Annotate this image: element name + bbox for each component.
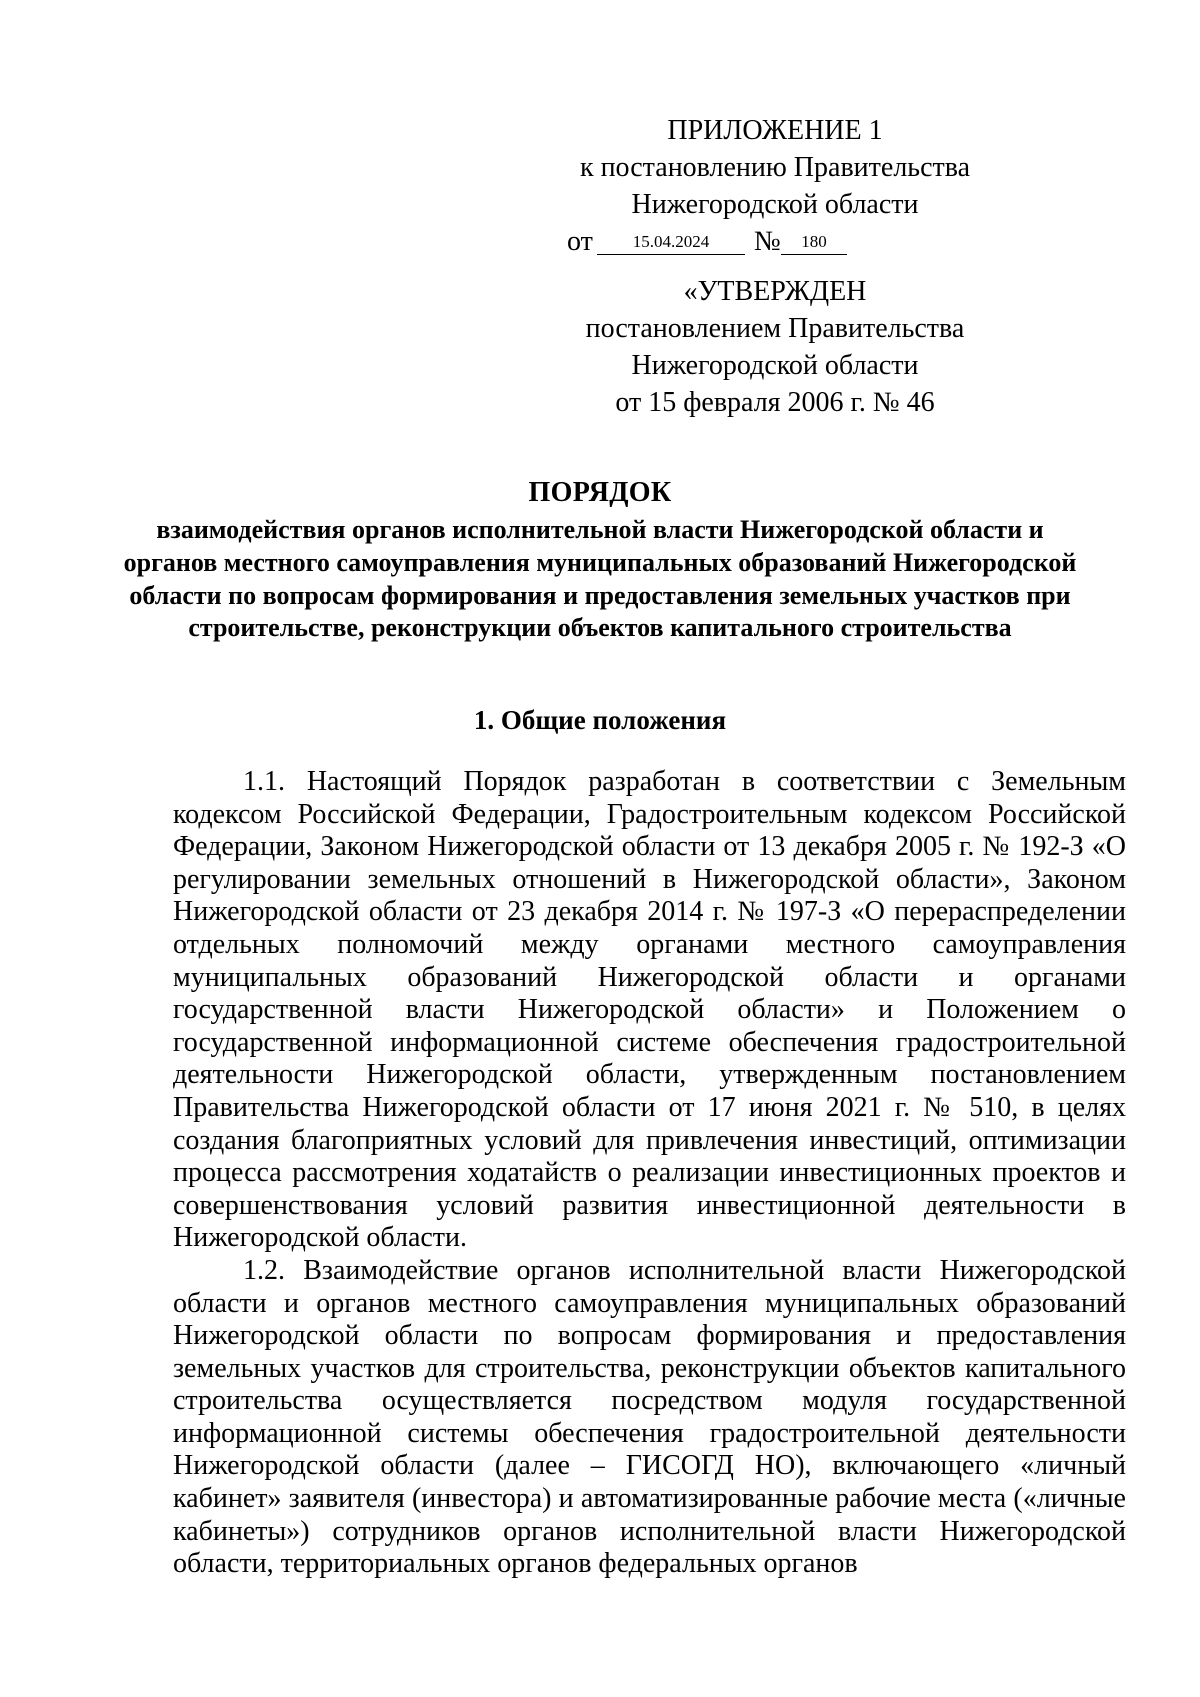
approved-title: «УТВЕРЖДЕН [683,276,867,307]
appendix-line-resolution: к постановлению Правительства [579,152,971,183]
document-subtitle: взаимодействия органов исполнительной власти Нижегородской области и органов местного самоуправления муниципальных образований Нижегородской области по вопросам формирования и предоставления земельных участков при строительстве, реконструкции объектов капитального строительства [123,515,1077,643]
paragraph-1-1: 1.1. Настоящий Порядок разработан в соответствии с Земельным кодексом Российской Федерации, Градостроительным кодексом Российской Федерации, Законом Нижегородской области от 13 декабря 2005 г. № 192-З «О регулировании земельных отношений в Нижегородской области», Законом Нижегородской области от 23 декабря 2014 г. № 197-З «О перераспределении отдельных полномочий между органами местного самоуправления муниципальных образований Нижегородской области и органами государственной власти Нижегородской области» и Положением о государственной информационной системе обеспечения градостроительной деятельности Нижегородской области, утвержденным постановлением Правительства Нижегородской области от 17 июня 2021 г. № 510, в целях создания благоприятных условий для привлечения инвестиций, оптимизации процесса рассмотрения ходатайств о реализации инвестиционных проектов и совершенствования условий развития инвестиционной деятельности в Нижегородской области. [173,766,1126,1254]
approval-stamp [570,273,980,421]
paragraph-1-2: 1.2. Взаимодействие органов исполнительной власти Нижегородской области и органов местного самоуправления муниципальных образований Нижегородской области по вопросам формирования и предоставления земельных участков для строительства, реконструкции объектов капитального строительства осуществляется посредством модуля государственной информационной системы обеспечения градостроительной деятельности Нижегородской области (далее – ГИСОГД НО), включающего «личный кабинет» заявителя (инвестора) и автоматизированные рабочие места («личные кабинеты») сотрудников органов исполнительной власти Нижегородской области, территориальных органов федеральных органов [173,1254,1126,1580]
appendix-date-line [567,223,980,260]
number-sign: № [754,226,781,257]
date-field: 15.04.2024 [597,232,745,255]
document-title-block [120,475,1080,645]
document-title: ПОРЯДОК [528,477,672,508]
date-prefix: от [567,226,593,257]
approved-line-resolution: постановлением Правительства [585,313,965,344]
appendix-line-region: Нижегородской области [631,189,919,220]
appendix-header [567,112,980,260]
approved-line-date: от 15 февраля 2006 г. № 46 [615,387,935,418]
approved-line-region: Нижегородской области [631,350,919,381]
appendix-title: ПРИЛОЖЕНИЕ 1 [667,115,883,146]
number-field: 180 [781,232,847,255]
section-heading: 1. Общие положения [473,705,727,735]
document-body [173,766,1126,1581]
